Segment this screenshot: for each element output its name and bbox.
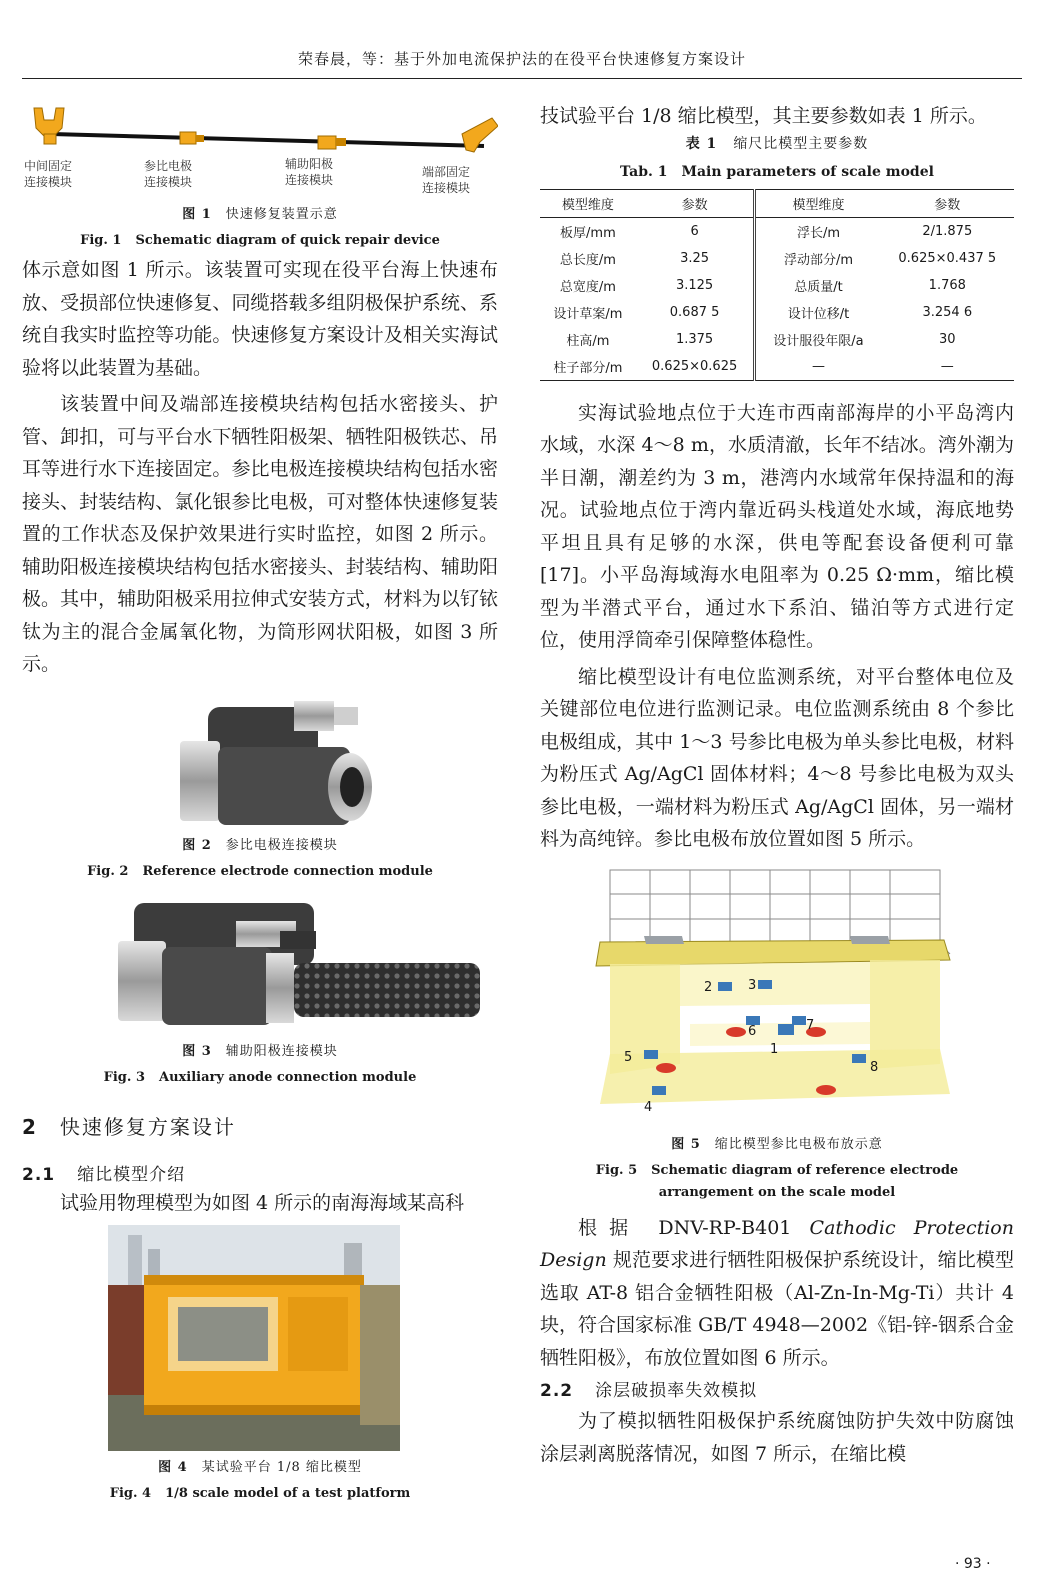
right-paragraph-dnv bbox=[540, 1212, 1014, 1375]
section-2-title: 快速修复方案设计 bbox=[59, 1114, 236, 1139]
section-2-2-title: 涂层破损率失效模拟 bbox=[595, 1381, 758, 1401]
fig1-label-text: 端部固定 连接模块 bbox=[422, 165, 471, 195]
fig5-caption-cn-num: 图 5 bbox=[671, 1136, 701, 1152]
table-cell: 板厚/mm bbox=[560, 225, 616, 241]
fig2-caption-cn bbox=[22, 837, 498, 855]
table-row bbox=[540, 245, 1014, 272]
section-2-1-paragraph: 试验用物理模型为如图 4 所示的南海海域某高科 bbox=[60, 1191, 465, 1214]
table-header-cell: 模型维度 bbox=[792, 197, 845, 213]
section-2-1-title: 缩比模型介绍 bbox=[77, 1164, 186, 1185]
table-cell: 3.125 bbox=[636, 272, 755, 299]
fig1-label-text: 辅助阳极 连接模块 bbox=[285, 157, 334, 187]
electrode-marker-4: 4 bbox=[644, 1099, 653, 1115]
section-2-1-number: 2.1 bbox=[22, 1164, 56, 1185]
fig4-caption-en-text: 1/8 scale model of a test platform bbox=[165, 1486, 411, 1501]
figure-5 bbox=[540, 864, 1014, 1124]
table-cell: 6 bbox=[636, 217, 755, 245]
table-row bbox=[540, 353, 1014, 381]
right-column bbox=[540, 104, 1014, 1470]
fig2-caption-en-text: Reference electrode connection module bbox=[142, 863, 433, 879]
right-paragraph-last: 为了模拟牺牲阳极保护系统腐蚀防护失效中防腐蚀涂层剥离脱落情况，如图 7 所示，在缩比模 bbox=[540, 1410, 1014, 1465]
table-cell: 柱子部分/m bbox=[553, 360, 623, 376]
fig1-label-middle-fixed bbox=[24, 158, 72, 190]
fig5-caption-en bbox=[540, 1160, 1014, 1204]
fig3-caption-en bbox=[22, 1067, 498, 1089]
header-rule bbox=[22, 78, 1022, 79]
table-header-cell: 模型维度 bbox=[561, 197, 614, 213]
table1-caption-en-text: Main parameters of scale model bbox=[681, 163, 934, 180]
fig4-caption-cn-text: 某试验平台 1/8 缩比模型 bbox=[201, 1460, 362, 1475]
scale-model-photo bbox=[108, 1225, 400, 1451]
left-paragraph-2: 该装置中间及端部连接模块结构包括水密接头、护管、卸扣，可与平台水下牺牲阳极架、牺牲阳极铁芯、吊耳等进行水下连接固定。参比电极连接模块结构包括水密接头、封装结构、氯化银参比电极，可对整体快速修复装置的工作状态及保护效果进行实时监控，如图 2 所示。辅助阳极连接模块结构包括水密接头、封装结构、辅助阳极。其中，辅助阳极采用拉伸式安装方式，材料为以钌铱钛为主的混合金属氧化物，为筒形网状阳极，如图 3 所示。 bbox=[22, 393, 498, 675]
fig5-caption-cn bbox=[540, 1136, 1014, 1154]
fig3-caption-cn-text: 辅助阳极连接模块 bbox=[225, 1043, 338, 1059]
section-2-1-heading bbox=[22, 1160, 498, 1185]
electrode-marker-7: 7 bbox=[806, 1017, 815, 1033]
table-row bbox=[540, 326, 1014, 353]
table-cell: — bbox=[940, 358, 954, 374]
reference-electrode-arrangement-diagram bbox=[540, 864, 1014, 1124]
figure-2 bbox=[22, 695, 498, 837]
table1-caption-cn bbox=[540, 135, 1014, 153]
table-header-row bbox=[540, 189, 1014, 217]
figure-4 bbox=[108, 1225, 400, 1451]
table-cell: 总宽度/m bbox=[559, 279, 616, 295]
electrode-marker-3: 3 bbox=[748, 977, 757, 993]
table-cell: 设计位移/t bbox=[787, 306, 850, 322]
table-row bbox=[540, 217, 1014, 245]
section-2-2-heading bbox=[540, 1376, 1014, 1401]
parameters-table bbox=[540, 189, 1014, 381]
dnv-text-pre: 根据 DNV-RP-B401 bbox=[578, 1216, 810, 1239]
table-cell: 2/1.875 bbox=[922, 223, 973, 239]
right-paragraph-monitor: 缩比模型设计有电位监测系统，对平台整体电位及关键部位电位进行监测记录。电位监测系统由 8 个参比电极组成，其中 1～3 号参比电极为单头参比电极，材料为粉压式 Ag/AgCl 固体材料；4～8 号参比电极为双头参比电极，一端材料为粉压式 Ag/AgCl 固体，另一端材料为高纯锌。参比电极布放位置如图 5 所示。 bbox=[540, 665, 1014, 850]
table-cell: 0.625×0.625 bbox=[636, 353, 755, 381]
fig1-label-aux-anode bbox=[285, 156, 333, 188]
dnv-text-post: 规范要求进行牺牲阳极保护系统设计，缩比模型选取 AT-8 铝合金牺牲阳极（Al-Zn-In-Mg-Ti）共计 4 块，符合国家标准 GB/T 4948—2002《铝-锌-铟系合金牺牲阳极》，布放位置如图 6 所示。 bbox=[540, 1249, 1014, 1369]
fig4-caption-cn bbox=[22, 1459, 498, 1477]
table1-caption-en-num: Tab. 1 bbox=[620, 163, 668, 180]
table1-caption-cn-text: 缩尺比模型主要参数 bbox=[733, 135, 869, 152]
section-2-number: 2 bbox=[22, 1114, 38, 1139]
fig1-caption-cn-text: 快速修复装置示意 bbox=[225, 207, 338, 222]
fig5-caption-cn-text: 缩比模型参比电极布放示意 bbox=[714, 1136, 883, 1152]
fig4-caption-en bbox=[22, 1483, 498, 1505]
fig1-caption-cn bbox=[22, 206, 498, 224]
table-cell: 1.375 bbox=[636, 326, 755, 353]
auxiliary-anode-module-render bbox=[22, 901, 498, 1043]
table-cell: 30 bbox=[939, 331, 956, 347]
section-2-2-number: 2.2 bbox=[540, 1381, 574, 1401]
fig1-label-text: 中间固定 连接模块 bbox=[24, 159, 73, 189]
fig1-label-ref-electrode bbox=[144, 158, 192, 190]
fig3-caption-en-num: Fig. 3 bbox=[103, 1069, 145, 1085]
fig1-label-end-fixed bbox=[422, 164, 470, 196]
figure-1 bbox=[22, 104, 498, 204]
table-cell: 0.625×0.437 5 bbox=[898, 250, 997, 266]
fig3-caption-cn-num: 图 3 bbox=[182, 1043, 212, 1059]
table-row bbox=[540, 272, 1014, 299]
fig2-caption-en-num: Fig. 2 bbox=[87, 863, 129, 879]
table-cell: 总质量/t bbox=[794, 279, 843, 295]
section-2-heading bbox=[22, 1111, 498, 1140]
table-cell: 0.687 5 bbox=[636, 299, 755, 326]
table-cell: 设计服役年限/a bbox=[773, 333, 864, 349]
right-paragraph-site: 实海试验地点位于大连市西南部海岸的小平岛湾内水域，水深 4～8 m，水质清澈，长年不结冰。湾外潮为半日潮，潮差约为 3 m，港湾内水域常年保持温和的海况。试验地点位于湾内靠近码头栈道处水域，海底地势平坦且具有足够的水深，供电等配套设备便利可靠[17]。小平岛海域海水电阻率为 0.25 Ω·mm，缩比模型为半潜式平台，通过水下系泊、锚泊等方式进行定位，使用浮筒牵引保障整体稳性。 bbox=[540, 401, 1014, 651]
electrode-marker-6: 6 bbox=[748, 1023, 757, 1039]
table-cell: 浮动部分/m bbox=[783, 252, 853, 268]
table1-caption-en bbox=[540, 161, 1014, 183]
left-paragraph-1: 体示意如图 1 所示。该装置可实现在役平台海上快速布放、受损部位快速修复、同缆搭载多组阴极保护系统、系统自我实时监控等功能。快速修复方案设计及相关实海试验将以此装置为基础。 bbox=[22, 259, 498, 379]
fig3-caption-cn bbox=[22, 1043, 498, 1061]
dnv-standard-title: Cathodic Protection Design bbox=[540, 1216, 1014, 1271]
electrode-marker-1: 1 bbox=[770, 1041, 779, 1057]
fig1-caption-en bbox=[22, 230, 498, 252]
fig3-caption-en-text: Auxiliary anode connection module bbox=[159, 1069, 417, 1085]
table-cell: 3.254 6 bbox=[922, 304, 973, 320]
fig5-caption-en-text: Schematic diagram of reference electrode arrangement on the scale model bbox=[651, 1162, 959, 1200]
fig2-caption-en bbox=[22, 861, 498, 883]
fig1-caption-cn-num: 图 1 bbox=[182, 207, 212, 222]
table-cell: 柱高/m bbox=[566, 333, 610, 349]
running-title: 荣春晨，等：基于外加电流保护法的在役平台快速修复方案设计 bbox=[297, 50, 746, 68]
fig4-caption-cn-num: 图 4 bbox=[158, 1460, 188, 1475]
left-column bbox=[22, 104, 498, 1505]
table-header-cell: 参数 bbox=[636, 189, 755, 217]
fig2-caption-cn-num: 图 2 bbox=[182, 837, 212, 853]
table-cell: 总长度/m bbox=[559, 252, 616, 268]
electrode-marker-5: 5 bbox=[624, 1049, 633, 1065]
table-cell: 3.25 bbox=[636, 245, 755, 272]
figure-3 bbox=[22, 901, 498, 1043]
table-cell: 1.768 bbox=[928, 277, 966, 293]
reference-electrode-module-render bbox=[22, 695, 498, 837]
fig1-caption-en-num: Fig. 1 bbox=[80, 233, 122, 248]
right-paragraph-top: 技试验平台 1/8 缩比模型，其主要参数如表 1 所示。 bbox=[540, 105, 987, 127]
table-cell: 浮长/m bbox=[796, 225, 840, 241]
table1-caption-cn-num: 表 1 bbox=[685, 135, 718, 152]
fig5-caption-en-num: Fig. 5 bbox=[595, 1162, 638, 1178]
fig2-caption-cn-text: 参比电极连接模块 bbox=[225, 837, 338, 853]
table-row bbox=[540, 299, 1014, 326]
fig4-caption-en-num: Fig. 4 bbox=[109, 1486, 152, 1501]
electrode-marker-2: 2 bbox=[704, 979, 713, 995]
table-cell: — bbox=[811, 358, 825, 374]
table-header-cell: 参数 bbox=[934, 197, 961, 213]
electrode-marker-8: 8 bbox=[870, 1059, 879, 1075]
table-cell: 设计草案/m bbox=[553, 306, 623, 322]
page-number: · 93 · bbox=[955, 1556, 991, 1572]
fig1-caption-en-text: Schematic diagram of quick repair device bbox=[135, 233, 440, 248]
fig1-label-text: 参比电极 连接模块 bbox=[144, 159, 193, 189]
